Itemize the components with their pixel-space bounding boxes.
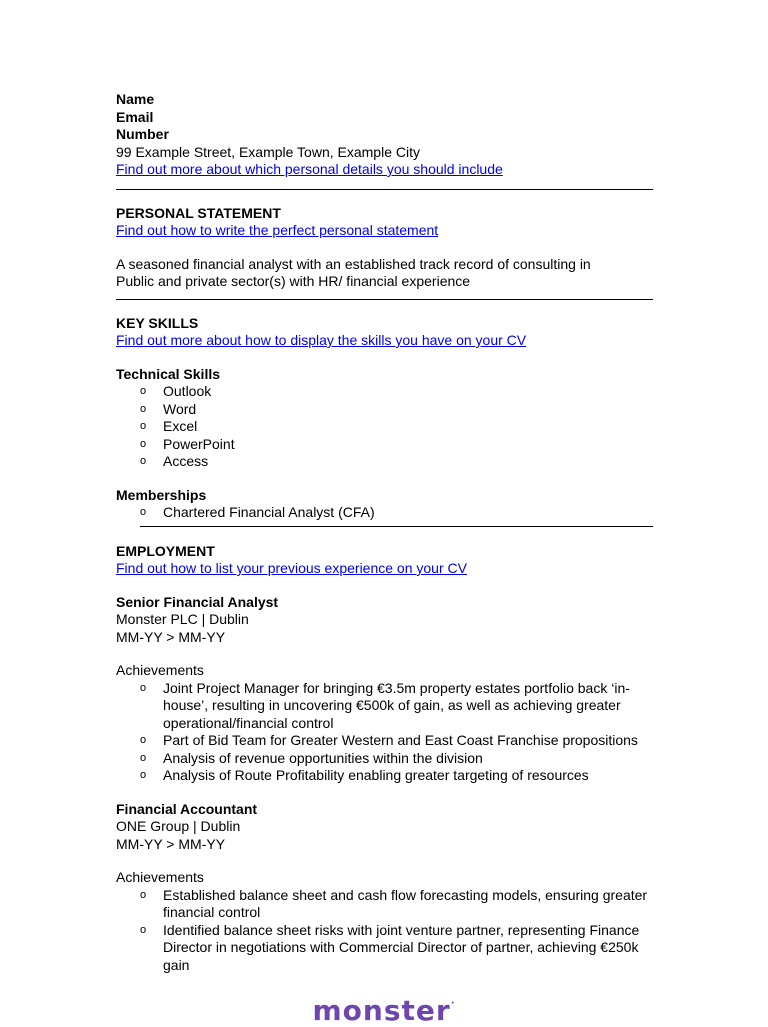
bullet-marker: o (140, 402, 147, 415)
list-item (116, 401, 656, 419)
bullet-marker: o (140, 506, 147, 518)
job-dates: MM-YY > MM-YY (116, 628, 226, 645)
list-item (116, 767, 656, 785)
bullet-marker: o (140, 923, 147, 936)
bullet-marker: o (140, 455, 147, 467)
contact-name: Name (116, 91, 155, 107)
bullet-marker: o (140, 769, 147, 781)
experience-link[interactable]: Find out how to list your previous experience on your CV (116, 560, 467, 576)
contact-number: Number (116, 126, 169, 142)
list-item (116, 922, 656, 975)
memberships-list (116, 504, 656, 522)
achievement-text: Analysis of Route Profitability enabling greater targeting of resources (163, 767, 589, 783)
achievements-list (116, 680, 656, 785)
contact-address: 99 Example Street, Example Town, Example City (116, 143, 420, 160)
skill-text: Access (163, 453, 209, 469)
list-item (116, 750, 656, 768)
bullet-marker: o (140, 437, 147, 450)
contact-email: Email (116, 108, 154, 125)
list-item (116, 436, 656, 454)
skill-text: Excel (163, 418, 198, 434)
list-item (116, 887, 656, 922)
list-item (116, 680, 656, 733)
achievements-label: Achievements (116, 869, 204, 885)
skill-text: Outlook (163, 383, 212, 399)
technical-skills-list (116, 383, 656, 471)
membership-text: Chartered Financial Analyst (CFA) (163, 504, 375, 520)
employment-heading: EMPLOYMENT (116, 542, 215, 559)
list-item (116, 383, 656, 401)
personal-details-link[interactable]: Find out more about which personal details you should include (116, 161, 503, 177)
job-entry (116, 801, 656, 975)
bullet-marker: o (140, 888, 147, 901)
personal-statement-heading: PERSONAL STATEMENT (116, 204, 281, 221)
job-dates: MM-YY > MM-YY (116, 835, 226, 852)
technical-skills-heading: Technical Skills (116, 365, 221, 382)
job-company: Monster PLC | Dublin (116, 611, 249, 627)
bullet-marker: o (140, 681, 147, 694)
achievement-text: Established balance sheet and cash flow forecasting models, ensuring greater financial control (163, 886, 648, 920)
cv-document (116, 91, 656, 974)
bullet-marker: o (140, 385, 147, 397)
list-item (116, 453, 656, 471)
job-entry (116, 594, 656, 785)
memberships-heading: Memberships (116, 486, 207, 503)
statement-line: A seasoned financial analyst with an established track record of consulting in (116, 255, 591, 272)
skill-text: PowerPoint (163, 435, 235, 452)
list-item (116, 504, 656, 522)
logo-text: monster (312, 994, 451, 1027)
logo-mark: · (450, 998, 456, 1009)
list-item (116, 732, 656, 750)
achievements-list (116, 887, 656, 975)
list-item (116, 418, 656, 436)
achievement-text: Joint Project Manager for bringing €3.5m property estates portfolio back ‘in-house’, resulting in uncovering €500k of gain, as well as achieving greater operational/financial control (163, 679, 630, 731)
job-title: Senior Financial Analyst (116, 593, 279, 610)
achievement-text: Analysis of revenue opportunities within the division (163, 749, 483, 766)
job-title: Financial Accountant (116, 800, 258, 817)
bullet-marker: o (140, 734, 147, 746)
key-skills-heading: KEY SKILLS (116, 314, 199, 331)
job-company: ONE Group | Dublin (116, 818, 241, 834)
monster-logo (0, 994, 768, 1027)
achievement-text: Identified balance sheet risks with joint venture partner, representing Finance Director in negotiations with Commercial Director of partner, achieving €250k gain (163, 921, 640, 973)
skill-text: Word (163, 400, 197, 417)
bullet-marker: o (140, 751, 147, 764)
skills-link[interactable]: Find out more about how to display the skills you have on your CV (116, 332, 527, 348)
statement-line: Public and private sector(s) with HR/ financial experience (116, 273, 471, 289)
achievements-label: Achievements (116, 662, 204, 678)
bullet-marker: o (140, 420, 147, 432)
personal-statement-link[interactable]: Find out how to write the perfect personal statement (116, 222, 439, 238)
achievement-text: Part of Bid Team for Greater Western and East Coast Franchise propositions (163, 732, 638, 748)
